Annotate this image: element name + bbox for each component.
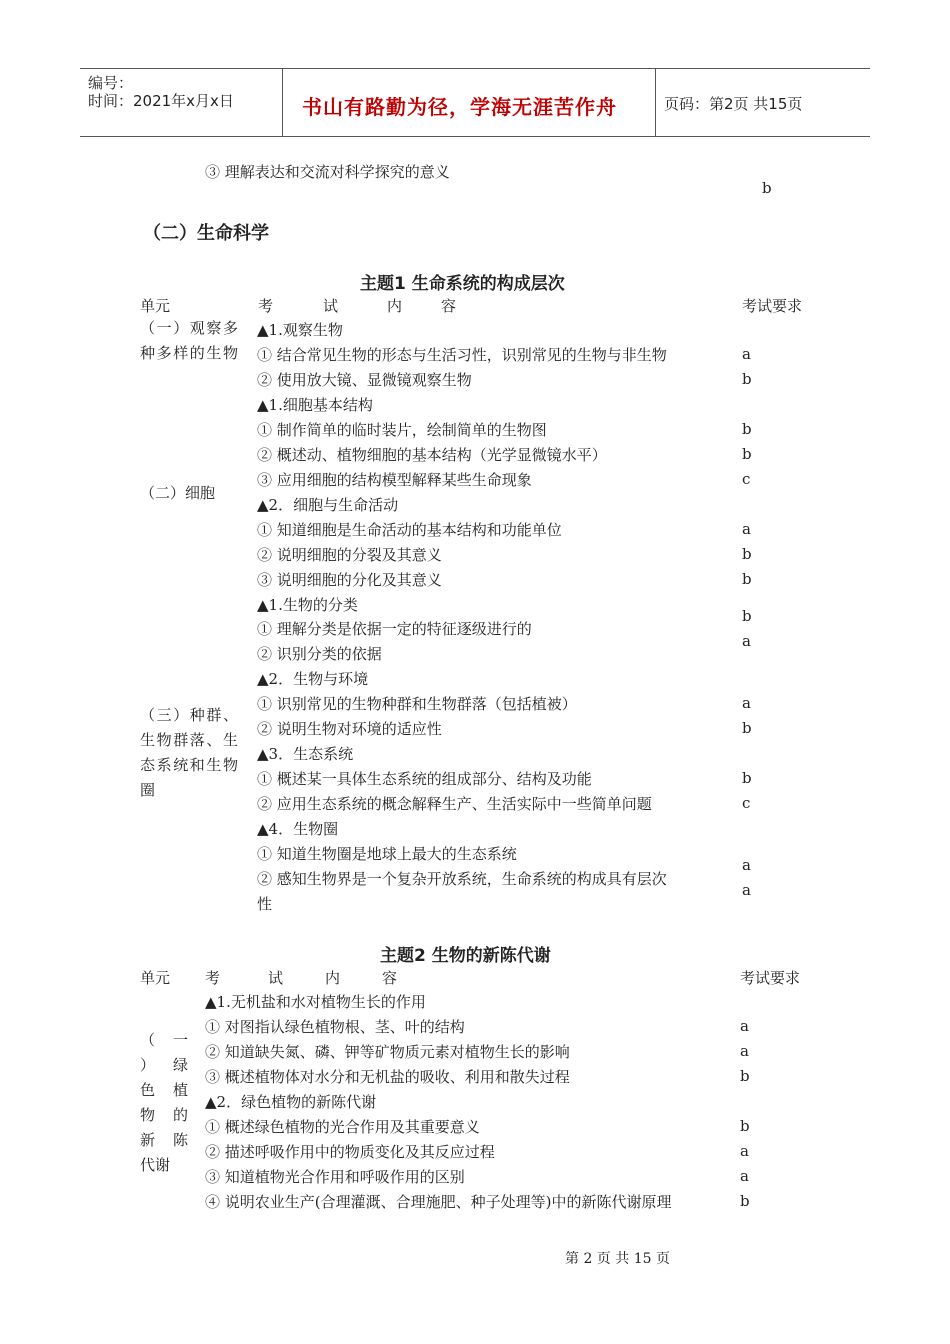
- t1-row-20: ② 应用生态系统的概念解释生产、生活实际中一些简单问题: [257, 795, 652, 813]
- t1-level-8: b: [742, 570, 752, 588]
- topic2-col-unit: 单元: [140, 969, 171, 987]
- t1-row-22: ① 知道生物圈是地球上最大的生态系统: [257, 845, 517, 863]
- t1-level-12: b: [742, 719, 752, 737]
- header-bottom-rule: [80, 136, 870, 137]
- t1-row-18: ▲3．生态系统: [257, 745, 354, 763]
- t1-level-16: a: [742, 881, 751, 899]
- t2-row-5: ▲2．绿色植物的新陈代谢: [205, 1093, 377, 1111]
- t1-row-16: ① 识别常见的生物种群和生物群落（包括植被）: [257, 695, 577, 713]
- t1-level-1: a: [742, 345, 751, 363]
- t2-row-6: ① 概述绿色植物的光合作用及其重要意义: [205, 1118, 480, 1136]
- topic2-title: 主题2 生物的新陈代谢: [380, 946, 551, 966]
- t1-row-13: ① 理解分类是依据一定的特征逐级进行的: [257, 620, 532, 638]
- topic2-col-content-4: 容: [382, 969, 398, 987]
- t1-level-6: a: [742, 520, 751, 538]
- topic1-unit-1: （一）观察多种多样的生物: [140, 319, 238, 362]
- t1-level-13: b: [742, 769, 752, 787]
- t2-row-4: ③ 概述植物体对水分和无机盐的吸收、利用和散失过程: [205, 1068, 570, 1086]
- t2-level-5: a: [740, 1142, 749, 1160]
- intro-item: ③ 理解表达和交流对科学探究的意义: [205, 163, 450, 181]
- t2-unit-char-7: 物: [140, 1106, 156, 1124]
- t1-row-9: ① 知道细胞是生命活动的基本结构和功能单位: [257, 521, 562, 539]
- t1-row-12: ▲1.生物的分类: [257, 596, 358, 614]
- t1-row-17: ② 说明生物对环境的适应性: [257, 720, 442, 738]
- t1-row-6: ② 概述动、植物细胞的基本结构（光学显微镜水平）: [257, 446, 607, 464]
- t2-level-3: b: [740, 1067, 750, 1085]
- t2-level-4: b: [740, 1117, 750, 1135]
- t1-level-15: a: [742, 856, 751, 874]
- t2-unit-char-8: 的: [173, 1106, 189, 1124]
- t1-row-8: ▲2．细胞与生命活动: [257, 496, 399, 514]
- t1-row-10: ② 说明细胞的分裂及其意义: [257, 546, 442, 564]
- header-top-rule: [80, 68, 870, 69]
- t2-row-7: ② 描述呼吸作用中的物质变化及其反应过程: [205, 1143, 495, 1161]
- header-motto: 书山有路勤为径，学海无涯苦作舟: [302, 95, 617, 119]
- t2-unit-char-9: 新: [140, 1131, 156, 1149]
- topic1-col-content-4: 容: [441, 297, 457, 315]
- topic1-col-content-2: 试: [323, 297, 339, 315]
- header-number-label: 编号：: [88, 74, 134, 92]
- topic1-col-unit: 单元: [140, 297, 171, 315]
- t1-row-1: ▲1.观察生物: [257, 321, 343, 339]
- t1-row-4: ▲1.细胞基本结构: [257, 396, 373, 414]
- t2-row-8: ③ 知道植物光合作用和呼吸作用的区别: [205, 1168, 465, 1186]
- t2-unit-char-1: （: [140, 1031, 156, 1049]
- t1-row-2: ① 结合常见生物的形态与生活习性，识别常见的生物与非生物: [257, 346, 667, 364]
- t1-level-14: c: [742, 794, 751, 812]
- t2-unit-char-6: 植: [173, 1081, 189, 1099]
- page-footer: 第 2 页 共 15 页: [565, 1251, 670, 1267]
- t2-level-6: a: [740, 1167, 749, 1185]
- topic1-unit-2: （二）细胞: [140, 484, 216, 502]
- topic1-title: 主题1 生命系统的构成层次: [360, 274, 565, 294]
- t2-level-1: a: [740, 1017, 749, 1035]
- t2-unit-char-2: 一: [173, 1031, 189, 1049]
- t2-row-1: ▲1.无机盐和水对植物生长的作用: [205, 993, 426, 1011]
- t2-level-2: a: [740, 1042, 749, 1060]
- t2-unit-char-3: ）: [140, 1056, 156, 1074]
- topic1-col-req: 考试要求: [742, 297, 803, 315]
- t1-row-11: ③ 说明细胞的分化及其意义: [257, 571, 442, 589]
- t1-row-24: 性: [257, 895, 273, 913]
- header-date-label: 时间：2021年x月x日: [88, 92, 234, 110]
- topic2-col-req: 考试要求: [740, 969, 801, 987]
- topic1-col-content-1: 考: [258, 297, 274, 315]
- topic2-col-content-2: 试: [268, 969, 284, 987]
- t1-row-5: ① 制作简单的临时装片，绘制简单的生物图: [257, 421, 547, 439]
- t1-row-23: ② 感知生物界是一个复杂开放系统，生命系统的构成具有层次: [257, 870, 667, 888]
- t2-unit-char-4: 绿: [173, 1056, 189, 1074]
- t1-level-7: b: [742, 545, 752, 563]
- topic1-col-content-3: 内: [387, 297, 403, 315]
- t2-row-9: ④ 说明农业生产(合理灌溉、合理施肥、种子处理等)中的新陈代谢原理: [205, 1193, 672, 1211]
- t1-level-3: b: [742, 420, 752, 438]
- t2-unit-char-5: 色: [140, 1081, 156, 1099]
- t1-level-11: a: [742, 694, 751, 712]
- t1-row-21: ▲4．生物圈: [257, 820, 339, 838]
- t1-row-7: ③ 应用细胞的结构模型解释某些生命现象: [257, 471, 532, 489]
- topic1-unit-3: （三）种群、生物群落、生态系统和生物圈: [140, 706, 238, 799]
- header-divider-right: [655, 68, 656, 136]
- intro-level: b: [762, 179, 772, 197]
- topic2-col-content-3: 内: [325, 969, 341, 987]
- t1-row-14: ② 识别分类的依据: [257, 645, 382, 663]
- t1-level-10: a: [742, 632, 751, 650]
- t2-level-7: b: [740, 1192, 750, 1210]
- t1-level-5: c: [742, 470, 751, 488]
- section-title: （二）生命科学: [143, 223, 269, 244]
- t2-row-3: ② 知道缺失氮、磷、钾等矿物质元素对植物生长的影响: [205, 1043, 570, 1061]
- t1-row-15: ▲2．生物与环境: [257, 670, 369, 688]
- t1-row-19: ① 概述某一具体生态系统的组成部分、结构及功能: [257, 770, 592, 788]
- header-divider-left: [282, 68, 283, 136]
- t2-unit-char-10: 陈: [173, 1131, 189, 1149]
- header-page-label: 页码：第2页 共15页: [664, 95, 803, 113]
- t1-level-2: b: [742, 370, 752, 388]
- t1-level-9: b: [742, 607, 752, 625]
- t2-unit-char-11: 代谢: [140, 1156, 171, 1174]
- t2-row-2: ① 对图指认绿色植物根、茎、叶的结构: [205, 1018, 465, 1036]
- t1-level-4: b: [742, 445, 752, 463]
- t1-row-3: ② 使用放大镜、显微镜观察生物: [257, 371, 472, 389]
- topic2-col-content-1: 考: [205, 969, 221, 987]
